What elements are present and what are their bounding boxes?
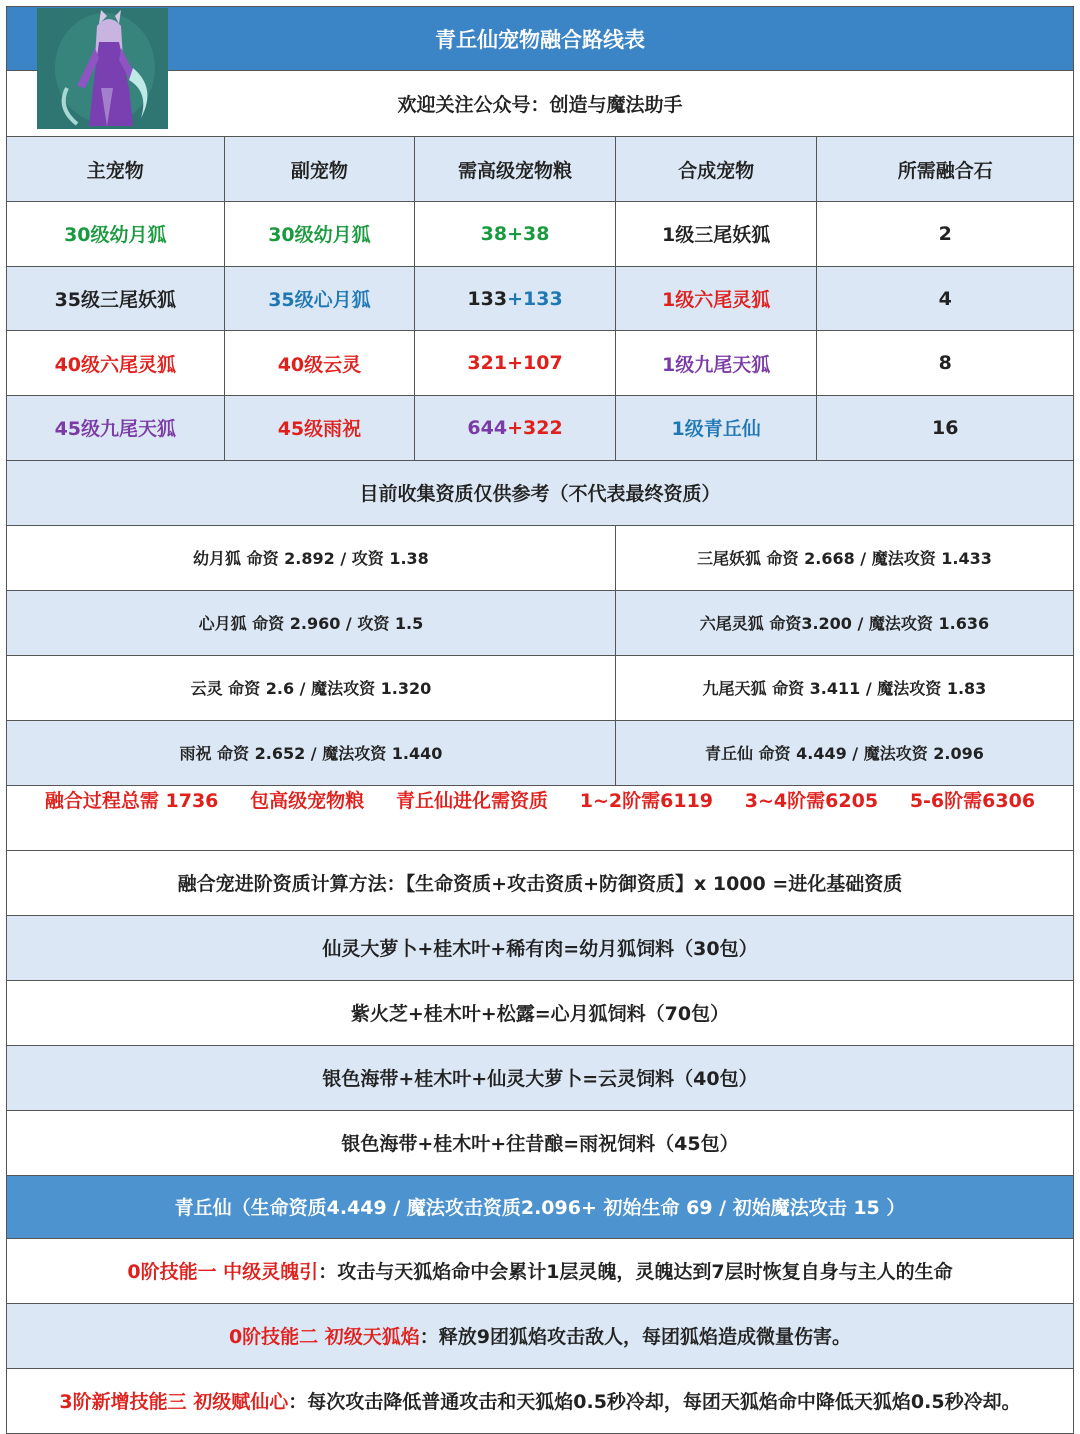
summary-total: 融合过程总需 1736 xyxy=(44,789,219,812)
table-row xyxy=(7,331,1073,396)
aptitude-right: 青丘仙 命资 4.449 / 魔法攻资 2.096 xyxy=(704,744,984,764)
table-header xyxy=(7,137,1073,202)
food-amount: 133 +133 xyxy=(415,267,616,331)
result-pet: 1级九尾天狐 xyxy=(616,331,818,395)
table-row xyxy=(7,202,1073,267)
food-amount: 644 +322 xyxy=(415,396,616,460)
summary-stage-3-4: 3~4阶需6205 xyxy=(744,789,879,812)
main-pet: 45级九尾天狐 xyxy=(7,396,225,460)
subtitle: 欢迎关注公众号：创造与魔法助手 xyxy=(397,94,683,116)
skill-text: ：攻击与天狐焰命中会累计1层灵魄，灵魄达到7层时恢复自身与主人的生命 xyxy=(318,1261,953,1284)
summary-evolve: 青丘仙进化需资质 xyxy=(395,789,548,812)
feed-row xyxy=(7,1111,1073,1176)
stone-count: 4 xyxy=(938,287,952,310)
aptitude-right: 六尾灵狐 命资3.200 / 魔法攻资 1.636 xyxy=(699,614,990,634)
header-main-pet: 主宠物 xyxy=(7,137,225,201)
header-result: 合成宠物 xyxy=(616,137,818,201)
table-row xyxy=(7,396,1073,461)
stone-count: 2 xyxy=(938,222,952,245)
summary-row xyxy=(7,786,1073,851)
stone-count: 16 xyxy=(932,416,959,439)
feed-recipe: 银色海带+桂木叶+仙灵大萝卜=云灵饲料（40包） xyxy=(322,1068,758,1091)
sub-pet: 30级幼月狐 xyxy=(225,202,416,266)
page-title: 青丘仙宠物融合路线表 xyxy=(435,27,645,52)
feed-row xyxy=(7,981,1073,1046)
aptitude-row xyxy=(7,526,1073,591)
food-amount: 321 +107 xyxy=(415,331,616,395)
feed-recipe: 银色海带+桂木叶+往昔酿=雨祝饲料（45包） xyxy=(341,1133,739,1156)
summary-stage-5-6: 5-6阶需6306 xyxy=(909,789,1036,812)
aptitude-title-row xyxy=(7,461,1073,526)
aptitude-right: 三尾妖狐 命资 2.668 / 魔法攻资 1.433 xyxy=(696,549,992,569)
final-stats-bar xyxy=(7,1176,1073,1239)
sub-pet: 35级心月狐 xyxy=(225,267,416,331)
stone-count: 8 xyxy=(938,352,952,375)
skill-row xyxy=(7,1304,1073,1369)
summary-stage-1-2: 1~2阶需6119 xyxy=(579,789,714,812)
food-amount: 38 +38 xyxy=(415,202,616,266)
table-row xyxy=(7,267,1073,332)
main-pet: 35级三尾妖狐 xyxy=(7,267,225,331)
feed-recipe: 紫火芝+桂木叶+松露=心月狐饲料（70包） xyxy=(350,1003,730,1026)
summary-food: 包高级宠物粮 xyxy=(250,789,365,812)
aptitude-row xyxy=(7,656,1073,721)
sub-pet: 40级云灵 xyxy=(225,331,416,395)
aptitude-row xyxy=(7,721,1073,786)
aptitude-title: 目前收集资质仅供参考（不代表最终资质） xyxy=(359,483,721,506)
skill-label: 0阶技能一 中级灵魄引 xyxy=(127,1261,319,1284)
header-sub-pet: 副宠物 xyxy=(225,137,416,201)
result-pet: 1级三尾妖狐 xyxy=(616,202,818,266)
formula-text: 融合宠进阶资质计算方法：【生命资质+攻击资质+防御资质】x 1000 =进化基础资质 xyxy=(177,873,903,896)
skill-row xyxy=(7,1369,1073,1434)
aptitude-left: 幼月狐 命资 2.892 / 攻资 1.38 xyxy=(7,526,616,590)
aptitude-left: 雨祝 命资 2.652 / 魔法攻资 1.440 xyxy=(7,721,616,785)
feed-recipe: 仙灵大萝卜+桂木叶+稀有肉=幼月狐饲料（30包） xyxy=(322,938,758,961)
feed-row xyxy=(7,916,1073,981)
result-pet: 1级六尾灵狐 xyxy=(616,267,818,331)
feed-row xyxy=(7,1046,1073,1111)
main-pet: 40级六尾灵狐 xyxy=(7,331,225,395)
formula-row xyxy=(7,851,1073,916)
main-pet: 30级幼月狐 xyxy=(7,202,225,266)
aptitude-left: 心月狐 命资 2.960 / 攻资 1.5 xyxy=(7,591,616,655)
aptitude-right: 九尾天狐 命资 3.411 / 魔法攻资 1.83 xyxy=(702,679,987,699)
aptitude-row xyxy=(7,591,1073,656)
aptitude-left: 云灵 命资 2.6 / 魔法攻资 1.320 xyxy=(7,656,616,720)
skill-label: 3阶新增技能三 初级赋仙心 xyxy=(59,1391,289,1414)
route-table xyxy=(6,6,1074,1434)
fox-fairy-avatar-icon xyxy=(37,8,168,129)
header-food: 需高级宠物粮 xyxy=(415,137,616,201)
final-stats-text: 青丘仙（生命资质4.449 / 魔法攻击资质2.096+ 初始生命 69 / 初始魔法攻击 15 ） xyxy=(174,1197,906,1220)
skill-row xyxy=(7,1239,1073,1304)
skill-text: ：每次攻击降低普通攻击和天狐焰0.5秒冷却，每团天狐焰命中降低天狐焰0.5秒冷却。 xyxy=(288,1391,1021,1414)
skill-label: 0阶技能二 初级天狐焰 xyxy=(228,1326,420,1349)
sub-pet: 45级雨祝 xyxy=(225,396,416,460)
header-stones: 所需融合石 xyxy=(897,159,993,182)
result-pet: 1级青丘仙 xyxy=(616,396,818,460)
skill-text: ：释放9团狐焰攻击敌人，每团狐焰造成微量伤害。 xyxy=(419,1326,852,1349)
